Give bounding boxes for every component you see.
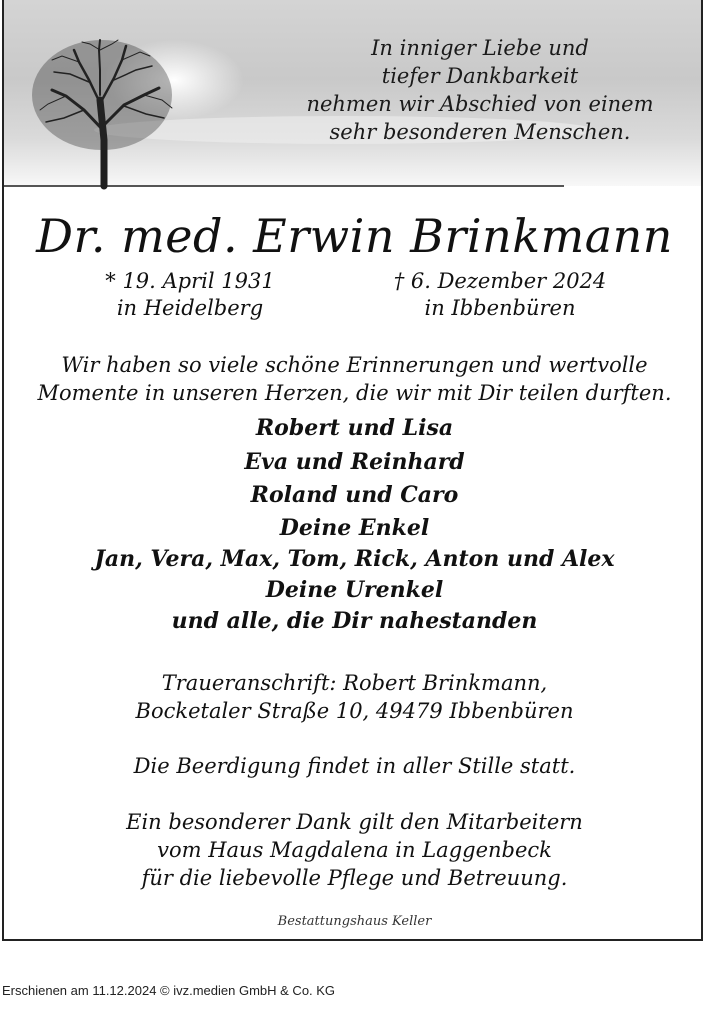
thanks-line: vom Haus Magdalena in Laggenbeck <box>157 838 552 862</box>
thanks-note <box>0 808 709 892</box>
thanks-line: für die liebevolle Pflege und Betreuung. <box>141 866 568 890</box>
birth-date: * 19. April 1931 <box>105 269 275 293</box>
family-member: Deine Urenkel <box>265 576 444 603</box>
birth-place: in Heidelberg <box>116 296 264 320</box>
address-line: Traueranschrift: Robert Brinkmann, <box>161 671 548 695</box>
funeral-note: Die Beerdigung findet in aller Stille statt. <box>133 754 576 778</box>
death-place: in Ibbenbüren <box>424 296 576 320</box>
family-list <box>0 412 709 637</box>
family-member: und alle, die Dir nahestanden <box>171 607 538 634</box>
publication-footer: Erschienen am 11.12.2024 © ivz.medien GmbH & Co. KG <box>2 983 336 998</box>
intro-text <box>280 34 680 146</box>
family-member: Jan, Vera, Max, Tom, Rick, Anton und Alex <box>94 545 615 572</box>
family-member: Deine Enkel <box>279 514 430 541</box>
intro-line: sehr besonderen Menschen. <box>329 120 631 144</box>
undertaker-name: Bestattungshaus Keller <box>277 914 432 929</box>
mourning-address <box>0 669 709 725</box>
family-member: Roland und Caro <box>250 482 459 508</box>
deceased-name: Dr. med. Erwin Brinkmann <box>36 209 673 263</box>
intro-line: nehmen wir Abschied von einem <box>306 92 654 116</box>
memorial-quote <box>0 351 709 407</box>
quote-line: Wir haben so viele schöne Erinnerungen und wertvolle <box>61 353 648 377</box>
address-line: Bocketaler Straße 10, 49479 Ibbenbüren <box>135 699 574 723</box>
family-member: Eva und Reinhard <box>244 448 465 475</box>
intro-line: In inniger Liebe und <box>371 36 589 60</box>
birth-info <box>80 268 300 322</box>
family-member: Robert und Lisa <box>255 415 454 441</box>
quote-line: Momente in unseren Herzen, die wir mit Dir teilen durften. <box>37 381 672 405</box>
death-date: † 6. Dezember 2024 <box>393 269 607 293</box>
thanks-line: Ein besonderer Dank gilt den Mitarbeitern <box>126 810 583 834</box>
intro-line: tiefer Dankbarkeit <box>381 64 579 88</box>
death-info <box>360 268 640 322</box>
